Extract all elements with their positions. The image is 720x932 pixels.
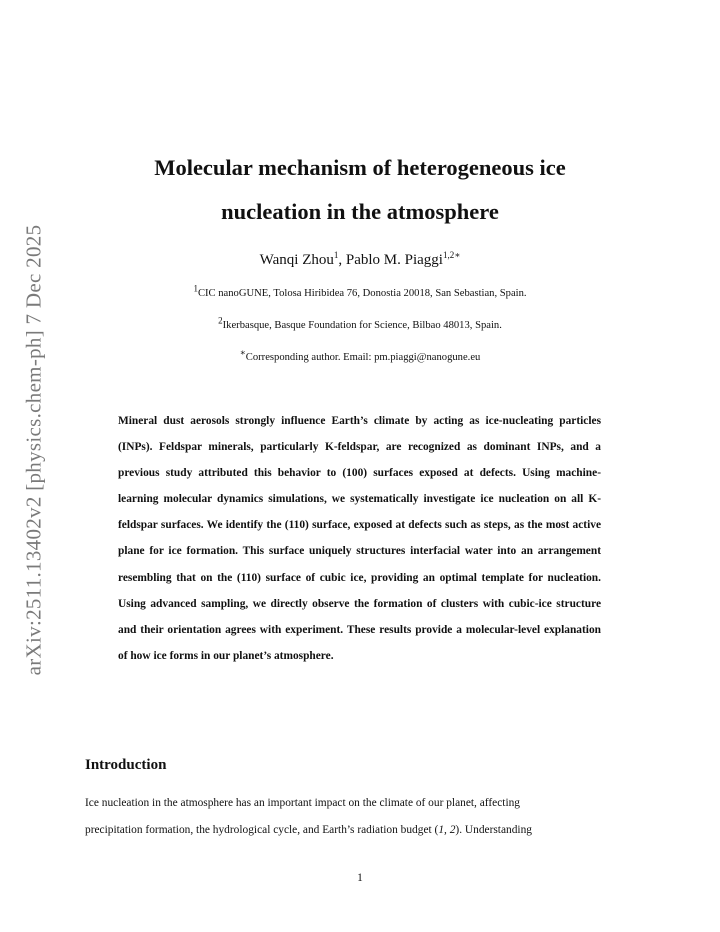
corresponding-author — [90, 347, 630, 363]
author-name: Pablo M. Piaggi — [345, 252, 443, 268]
affiliation-text: CIC nanoGUNE, Tolosa Hiribidea 76, Donostia 20018, San Sebastian, Spain. — [197, 288, 527, 299]
arxiv-identifier: arXiv:2511.13402v2 [physics.chem-ph] 7 Dec 2025 — [21, 224, 46, 676]
page-number: 1 — [357, 872, 363, 884]
author-name: Wanqi Zhou — [259, 252, 334, 268]
author-affiliation-mark: 1 — [333, 250, 339, 260]
introduction-text: Ice nucleation in the atmosphere has an important impact on the climate of our planet, affecting — [85, 797, 521, 809]
affiliation — [90, 283, 630, 299]
corresponding-author-text: Corresponding author. Email: pm.piaggi@nanogune.eu — [245, 352, 481, 363]
arxiv-sidebar — [22, 200, 46, 700]
introduction-line — [85, 790, 635, 817]
affiliation-mark: 1 — [193, 283, 198, 294]
abstract: Mineral dust aerosols strongly influence Earth’s climate by acting as ice-nucleating particles (INPs). Feldspar minerals, particularly K-feldspar, are recognized as dominant INPs, and a previous study attributed this behavior to (100) surfaces exposed at defects. Using machine-learning molecular dynamics simulations, we systematically investigate ice nucleation on all K-feldspar surfaces. We identify the (110) surface, exposed at defects such as steps, as the most active plane for ice formation. This surface uniquely structures interfacial water into an arrangement resembling that on the (110) surface of cubic ice, providing an optimal template for nucleation. Using advanced sampling, we directly observe the formation of clusters with cubic-ice structure and their orientation agrees with experiment. These results provide a molecular-level explanation of how ice forms in our planet’s atmosphere. — [118, 415, 601, 662]
introduction-text: ). Understanding — [455, 824, 532, 836]
introduction-paragraph — [85, 790, 635, 844]
affiliation-mark: ∗ — [239, 347, 246, 358]
author-list — [90, 252, 630, 269]
affiliation-text: Ikerbasque, Basque Foundation for Science, Bilbao 48013, Spain. — [222, 320, 502, 331]
paper-title — [90, 146, 630, 234]
author-separator: , — [338, 252, 346, 268]
introduction-line — [85, 817, 635, 844]
author-affiliation-mark: 1,2∗ — [442, 250, 461, 260]
affiliation-mark: 2 — [218, 315, 223, 326]
paper-title-line-2: nucleation in the atmosphere — [221, 199, 499, 224]
affiliation — [90, 315, 630, 331]
introduction-text: precipitation formation, the hydrological cycle, and Earth’s radiation budget ( — [85, 824, 439, 836]
paper-title-line-1: Molecular mechanism of heterogeneous ice — [154, 155, 566, 180]
citation-link[interactable]: 1, 2 — [438, 824, 456, 836]
section-heading: Introduction — [85, 757, 167, 773]
